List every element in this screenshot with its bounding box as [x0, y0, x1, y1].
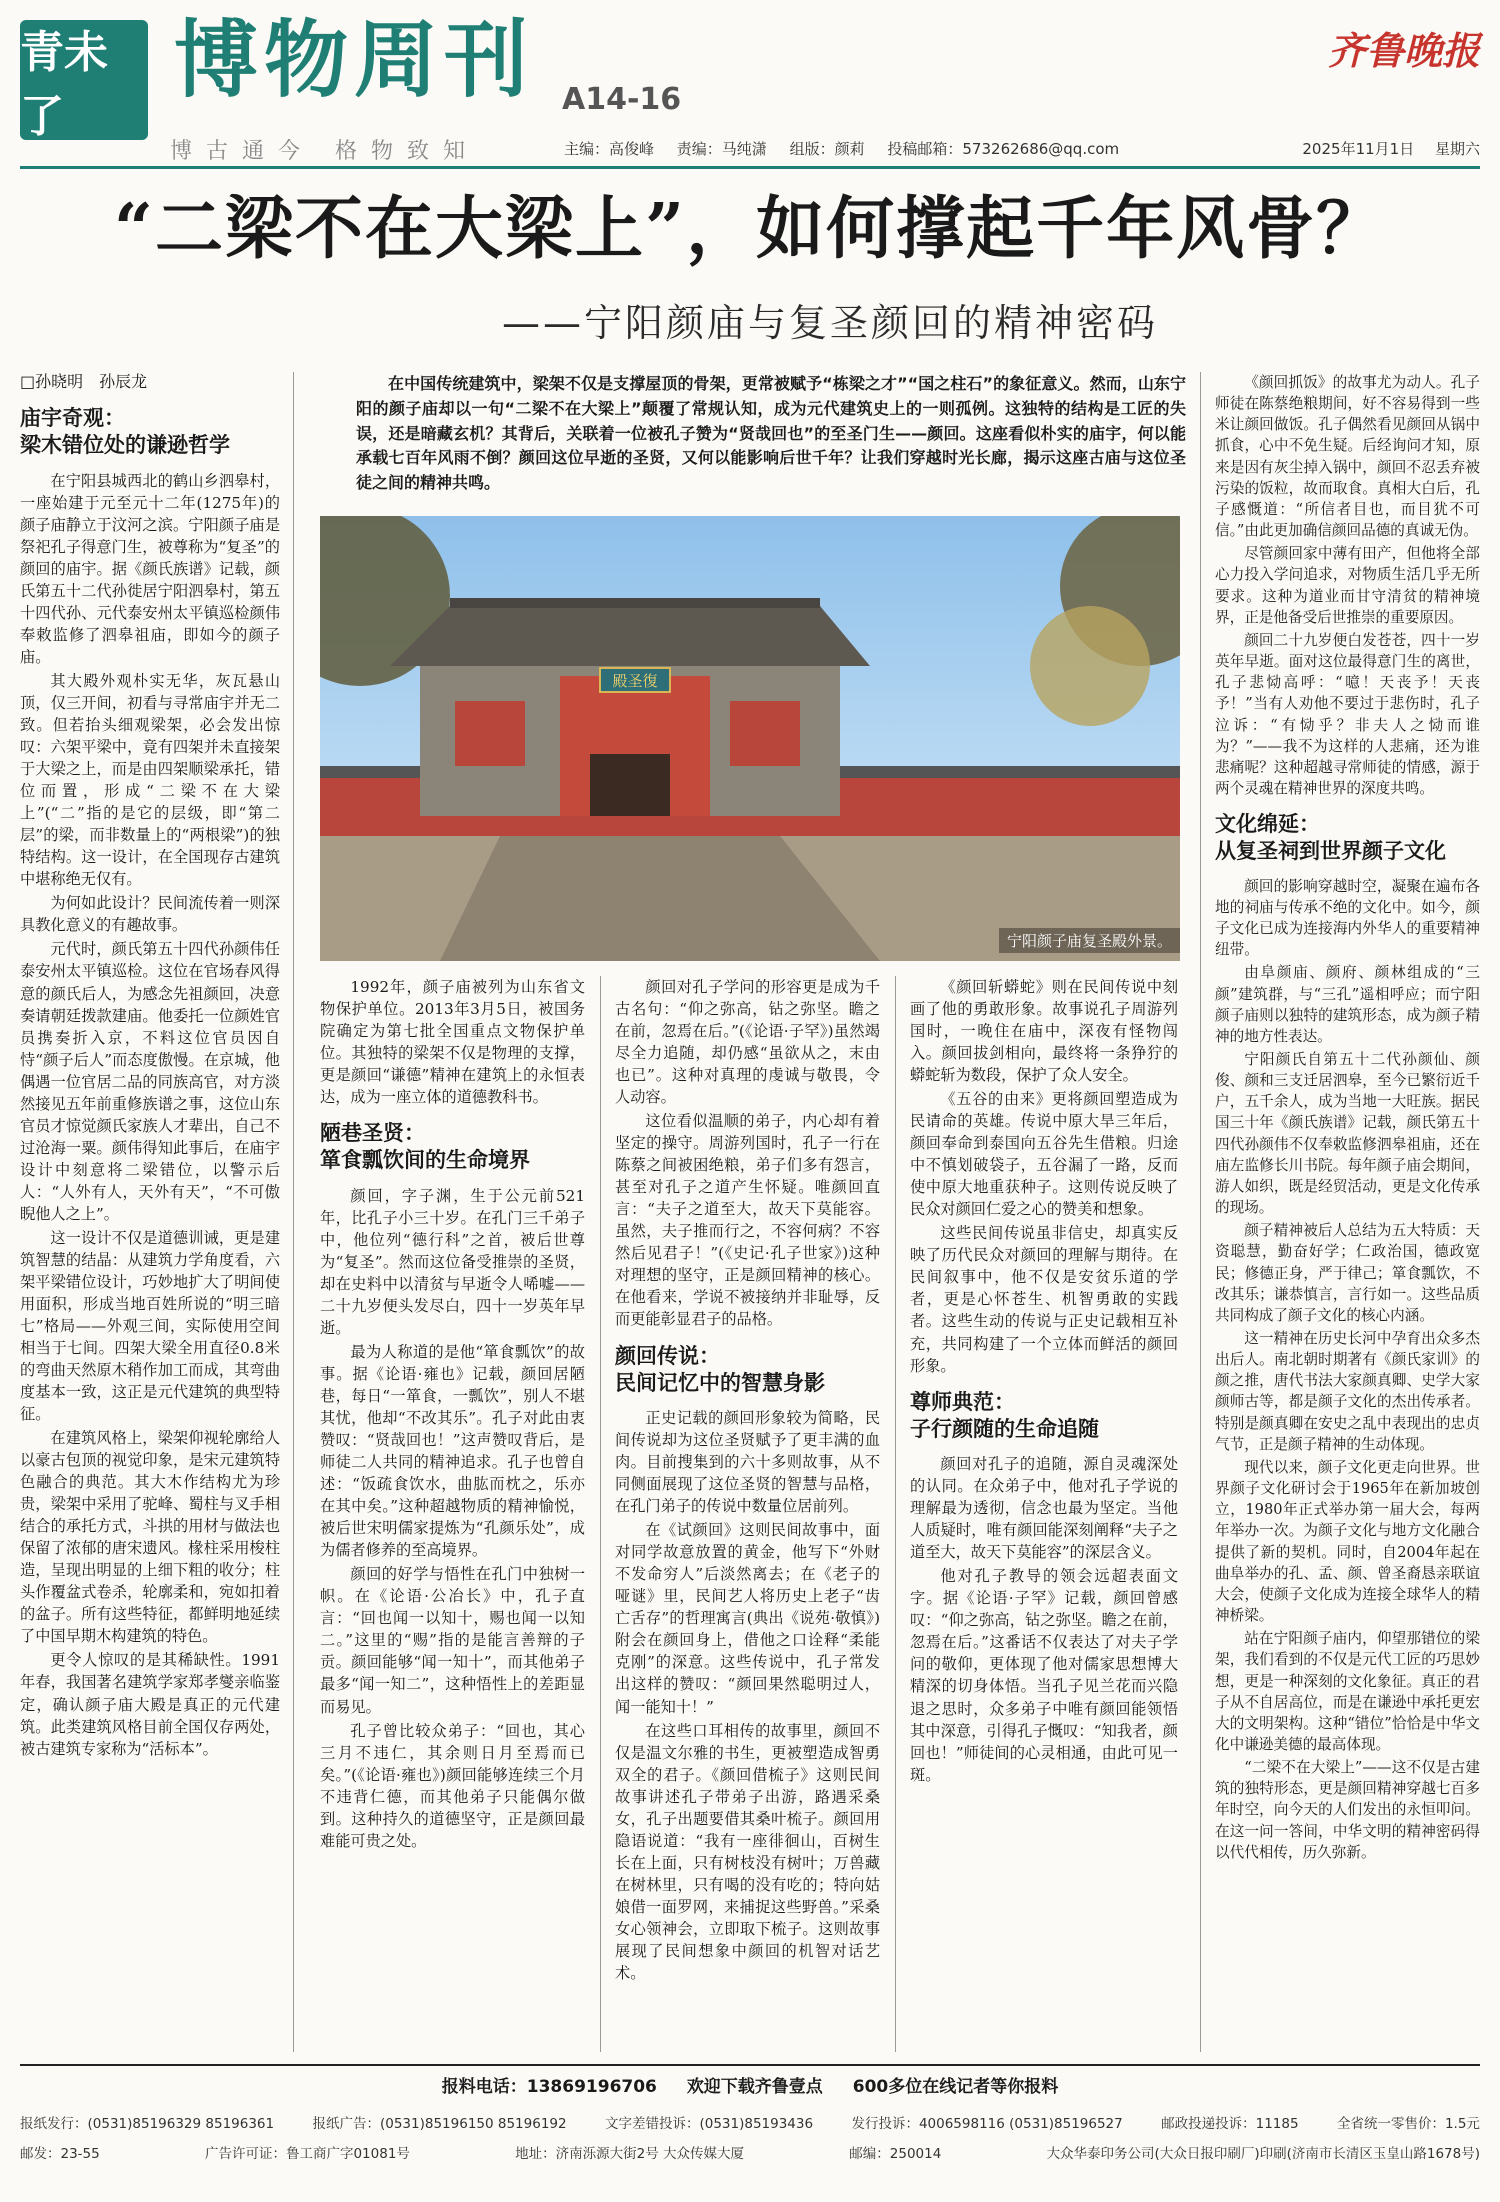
publication-title: 博物周刊: [174, 11, 535, 109]
paragraph: 为何如此设计？民间流传着一则深具教化意义的有趣故事。: [20, 894, 280, 935]
article-intro: 在中国传统建筑中，梁架不仅是支撑屋顶的骨架，更常被赋予“栋梁之才”“国之柱石”的象征意义。然而，山东宁阳的颜子庙却以一句“二梁不在大梁上”颠覆了常规认知，成为元代建筑史上的一则孤例。这独特的结构是工匠的失误，还是暗藏玄机？其背后，关联着一位被孔子赞为“贤哉回也”的至圣门生——颜回。这座看似朴实的庙宇，何以能承载七百年风雨不倒？颜回这位早逝的圣贤，又何以能影响后世千年？让我们穿越时光长廊，揭示这座古庙与这位圣徒之间的精神共鸣。: [356, 374, 1186, 493]
paragraph: 颜回的好学与悟性在孔门中独树一帜。在《论语·公冶长》中，孔子直言：“回也闻一以知十，赐也闻一以知二。”这里的“赐”指的是能言善辩的子贡。颜回能够“闻一知十”，而其他弟子最多“闻一知二”，这种悟性上的差距显而易见。: [320, 1565, 585, 1716]
column-divider: [600, 976, 601, 2052]
section-title: 子行颜随的生命追随: [910, 1416, 1099, 1441]
supplement-logo: 青未了: [20, 20, 148, 140]
paragraph: 颜回的影响穿越时空，凝聚在遍布各地的祠庙与传承不绝的文化中。如今，颜子文化已成为连接海内外华人的重要精神纽带。: [1215, 877, 1480, 959]
footer-item: 报纸广告：(0531)85196150 85196192: [312, 2116, 567, 2132]
paragraph: 这一精神在历史长河中孕育出众多杰出后人。南北朝时期著有《颜氏家训》的颜之推，唐代书法大家颜真卿、史学大家颜师古等，都是颜子文化的杰出传承者。特别是颜真卿在安史之乱中表现出的忠贞气节，正是颜子精神的生动体现。: [1215, 1330, 1480, 1453]
column-4: [910, 976, 1178, 1788]
paragraph: 颜回对孔子学问的形容更是成为千古名句：“仰之弥高，钻之弥坚。瞻之在前，忽焉在后。”(《论语·子罕》)虽然竭尽全力追随，却仍感“虽欲从之，末由也已”。这种对真理的虔诚与敬畏，令人动容。: [615, 978, 880, 1107]
paragraph: 这一设计不仅是道德训诫，更是建筑智慧的结晶：从建筑力学角度看，六架平梁错位设计，巧妙地扩大了明间使用面积，形成当地百姓所说的“明三暗七”格局——外观三间，实际使用空间相当于七间。四架大梁全用直径0.8米的弯曲天然原木稍作加工而成，其弯曲度基本一致，这正是元代建筑的典型特征。: [20, 1228, 280, 1424]
section-kicker: 文化绵延：: [1215, 812, 1320, 837]
section-heading-legends: [615, 1343, 880, 1398]
paragraph: 在宁阳县城西北的鹤山乡泗皋村，一座始建于元至元十二年(1275年)的颜子庙静立于汶河之滨。宁阳颜子庙是祭祀孔子得意门生，被尊称为“复圣”的颜回的庙宇。据《颜氏族谱》记载，颜氏第五十二代孙徙居宁阳泗皋村，第五十四代孙、元代泰安州太平镇巡检颜伟奉敕监修了泗皋祖庙，即如今的颜子庙。: [20, 471, 280, 667]
paragraph: 颜回对孔子的追随，源自灵魂深处的认同。在众弟子中，他对孔子学说的理解最为透彻，信念也最为坚定。当他人质疑时，唯有颜回能深刻阐释“夫子之道至大，故天下莫能容”的深层含义。: [910, 1455, 1178, 1562]
column-divider: [293, 372, 294, 2052]
footer-item: 邮发：23-55: [20, 2146, 100, 2162]
section-title: 箪食瓢饮间的生命境界: [320, 1148, 530, 1173]
section-title: 梁木错位处的谦逊哲学: [20, 433, 230, 458]
footer-contacts: [20, 2112, 1480, 2132]
paragraph: 颜回二十九岁便白发苍苍，四十一岁英年早逝。面对这位最得意门生的离世，孔子悲恸高呼：“噫！天丧予！天丧予！”当有人劝他不要过于悲伤时，孔子泣诉：“有恸乎？非夫人之恸而谁为？”——我不为这样的人悲痛，还为谁悲痛呢？这种超越寻常师徒的情感，源于两个灵魂在精神世界的深度共鸣。: [1215, 631, 1480, 797]
paragraph: 在这些口耳相传的故事里，颜回不仅是温文尔雅的书生，更被塑造成智勇双全的君子。《颜回借梳子》这则民间故事讲述孔子带弟子出游，路遇采桑女，孔子出题要借其桑叶梳子。颜回用隐语说道：“我有一座徘徊山，百树生长在上面，只有树枝没有树叶；万兽藏在树林里，只有喝的没有吃的；特向姑娘借一面罗网，来捕捉这些野兽。”采桑女心领神会，立即取下梳子。这则故事展现了民间想象中颜回的机智对话艺术。: [615, 1721, 880, 1982]
paragraph: 站在宁阳颜子庙内，仰望那错位的梁架，我们看到的不仅是元代工匠的巧思妙想，更是一种深刻的文化象征。真正的君子从不自居高位，而是在谦逊中承托更宏大的文明架构。这种“错位”恰恰是中华文化中谦逊美德的最高体现。: [1215, 1630, 1480, 1753]
masthead-motto: 博古通今 格物致知: [170, 139, 479, 164]
copy-editor-credit: 责编：马纯潇: [676, 140, 767, 158]
app-promo-text: 欢迎下载齐鲁壹点: [686, 2077, 823, 2097]
paragraph: 最为人称道的是他“箪食瓢饮”的故事。据《论语·雍也》记载，颜回居陋巷，每日“一箪食，一瓢饮”，别人不堪其忧，他却“不改其乐”。孔子对此由衷赞叹：“贤哉回也！”这声赞叹背后，是师徒二人共同的精神追求。孔子也曾自述：“饭疏食饮水，曲肱而枕之，乐亦在其中矣。”这种超越物质的精神愉悦，被后世宋明儒家提炼为“孔颜乐处”，成为儒者修养的至高境界。: [320, 1343, 585, 1560]
section-kicker: 尊师典范：: [910, 1389, 1015, 1414]
page-range: A14-16: [562, 82, 682, 117]
footer-item: 文字差错投诉：(0531)85193436: [604, 2116, 814, 2132]
footer-hotline: [0, 2072, 1500, 2097]
paragraph: 元代时，颜氏第五十四代孙颜伟任泰安州太平镇巡检。这位在官场春风得意的颜氏后人，为感念先祖颜回，决意奏请朝廷拨款建庙。他委托一位颜姓官员携奏折入京，不料这位官员因自恃“颜子后人”而态度傲慢。在京城，他偶遇一位官居二品的同族高官，对方淡然接见五年前重修族谱之事，这位山东官员才惊觉颜氏家族人才辈出，自己不过沧海一粟。颜伟得知此事后，在庙宇设计中刻意将二梁错位，以警示后人：“人外有人，天外有天”，“不可傲睨他人之上”。: [20, 940, 280, 1223]
paragraph: 宁阳颜氏自第五十二代孙颜仙、颜俊、颜和三支迁居泗皋，至今已繁衍近千户，五千余人，成为当地一大旺族。据民国三十年《颜氏族谱》记载，颜氏第五十四代孙颜伟不仅奉敕监修泗皋祖庙，还在庙左监修长川书院。每年颜子庙会期间，游人如织，既是经贸活动，更是文化传承的现场。: [1215, 1050, 1480, 1217]
masthead-divider: [20, 166, 1480, 169]
footer-item: 广告许可证：鲁工商广字01081号: [204, 2146, 410, 2162]
footer-item: 地址：济南泺源大街2号 大众传媒大厦: [515, 2146, 745, 2162]
section-heading-sage: [320, 1120, 585, 1175]
reporters-text: 600多位在线记者等你报料: [852, 2077, 1059, 2097]
section-heading-temple: [20, 405, 280, 460]
photo-caption: 宁阳颜子庙复圣殿外景。: [999, 928, 1180, 953]
footer-divider: [20, 2064, 1480, 2066]
paragraph: 在《试颜回》这则民间故事中，面对同学故意放置的黄金，他写下“外财不发命穷人”后淡然离去；在《老子的哑谜》里，民间艺人将历史上老子“齿亡舌存”的哲理寓言(典出《说苑·敬慎》)附会在颜回身上，借他之口诠释“柔能克刚”的深意。这些传说中，孔子常发出这样的赞叹：“颜回果然聪明过人，闻一能知十！”: [615, 1521, 880, 1716]
section-heading-disciple: [910, 1389, 1178, 1444]
paragraph: 颜回，字子渊，生于公元前521年，比孔子小三十岁。在孔门三千弟子中，他位列“德行科”之首，被后世尊为“复圣”。然而这位备受推崇的圣贤，却在史料中以清贫与早逝令人唏嘘——二十九岁便头发尽白，四十一岁英年早逝。: [320, 1186, 585, 1337]
footer-item: 大众华泰印务公司(大众日报印刷厂)印刷(济南市长清区玉皇山路1678号): [1046, 2146, 1480, 2162]
paragraph: 1992年，颜子庙被列为山东省文物保护单位。2013年3月5日，被国务院确定为第七批全国重点文物保护单位。其独特的梁架不仅是物理的支撑，更是颜回“谦德”精神在建筑上的永恒表达，成为一座立体的道德教科书。: [320, 978, 585, 1107]
section-kicker: 庙宇奇观：: [20, 406, 125, 431]
paragraph: “二梁不在大梁上”——这不仅是古建筑的独特形态，更是颜回精神穿越七百多年时空，向今天的人们发出的永恒叩问。在这一问一答间，中华文明的精神密码得以代代相传，历久弥新。: [1215, 1759, 1480, 1861]
footer-item: 全省统一零售价：1.5元: [1336, 2116, 1480, 2132]
editorial-credits: [564, 138, 1137, 159]
layout-credit: 组版：颜莉: [789, 140, 865, 158]
paragraph: 孔子曾比较众弟子：“回也，其心三月不违仁，其余则日月至焉而已矣。”(《论语·雍也》)颜回能够连续三个月不违背仁德，而其他弟子只能偶尔做到。这种持久的道德坚守，正是颜回最难能可贵之处。: [320, 1721, 585, 1850]
section-heading-culture: [1215, 811, 1480, 866]
footer-item: 邮政投递投诉：11185: [1161, 2116, 1299, 2132]
paragraph: 现代以来，颜子文化更走向世界。世界颜子文化研讨会于1965年在新加坡创立，1980年正式举办第一届大会，每两年举办一次。为颜子文化与地方文化融合提供了新的契机。同时，自2004年起在曲阜举办的孔、孟、颜、曾圣裔恳亲联谊大会，使颜子文化成为连接全球华人的精神桥梁。: [1215, 1458, 1480, 1625]
paragraph: 由阜颜庙、颜府、颜林组成的“三颜”建筑群，与“三孔”遥相呼应；而宁阳颜子庙则以独特的建筑形态，成为颜子精神的地方性表达。: [1215, 964, 1480, 1045]
column-2: [320, 976, 585, 1854]
section-title: 从复圣祠到世界颜子文化: [1215, 839, 1446, 864]
footer-item: 邮编：250014: [849, 2146, 942, 2162]
hall-plaque-text: 殿圣復: [612, 672, 658, 690]
subheadline: ——宁阳颜庙与复圣颜回的精神密码: [501, 301, 1158, 345]
section-title: 民间记忆中的智慧身影: [615, 1370, 825, 1395]
paragraph: 颜子精神被后人总结为五大特质：天资聪慧，勤奋好学；仁政治国，德政宽民；修德正身，严于律己；箪食瓢饮，不改其乐；谦恭慎言，言行如一。这些品质共同构成了颜子文化的核心内涵。: [1215, 1222, 1480, 1324]
editor-credit: 主编：高俊峰: [564, 140, 655, 158]
issue-date: [1286, 138, 1480, 159]
date-text: 2025年11月1日: [1302, 140, 1415, 158]
paragraph: 《颜回斩蟒蛇》则在民间传说中刻画了他的勇敢形象。故事说孔子周游列国时，一晚住在庙中，深夜有怪物闯入。颜回拔剑相向，最终将一条狰狞的蟒蛇斩为数段，保护了众人安全。: [910, 978, 1178, 1085]
column-3: [615, 976, 880, 1986]
byline: □孙晓明 孙辰龙: [20, 372, 148, 391]
newspaper-logo: 齐鲁晚报: [1327, 28, 1480, 73]
footer-imprint: [20, 2142, 1480, 2162]
paragraph: 他对孔子教导的领会远超表面文字。据《论语·子罕》记载，颜回曾感叹：“仰之弥高，钻之弥坚。瞻之在前，忽焉在后。”这番话不仅表达了对夫子学问的敬仰，更体现了他对儒家思想博大精深的切身体悟。当孔子见兰花而兴隐退之思时，众多弟子中唯有颜回能领悟其中深意，引得孔子慨叹：“知我者，颜回也！”师徒间的心灵相通，由此可见一斑。: [910, 1567, 1178, 1784]
footer-item: 发行投诉：4006598116 (0531)85196527: [851, 2116, 1123, 2132]
paragraph: 正史记载的颜回形象较为简略，民间传说却为这位圣贤赋予了更丰满的血肉。目前搜集到的六十多则故事，从不同侧面展现了这位圣贤的智慧与品格，在孔门弟子的传说中数量位居前列。: [615, 1409, 880, 1516]
weekday-text: 星期六: [1434, 140, 1480, 158]
temple-photo: [320, 516, 1180, 961]
submission-email: 投稿邮箱：573262686@qq.com: [887, 140, 1120, 158]
paragraph: 这位看似温顺的弟子，内心却有着坚定的操守。周游列国时，孔子一行在陈蔡之间被困绝粮，弟子们多有怨言，甚至对孔子之道产生怀疑。唯颜回直言：“夫子之道至大，故天下莫能容。虽然，夫子推而行之，不容何病？不容然后见君子！”(《史记·孔子世家》)这种对理想的坚守，正是颜回精神的核心。在他看来，学说不被接纳并非耻辱，反而更能彰显君子的品格。: [615, 1112, 880, 1329]
paragraph: 更令人惊叹的是其稀缺性。1991年春，我国著名建筑学家郑孝燮亲临鉴定，确认颜子庙大殿是真正的元代建筑。此类建筑风格目前全国仅存两处，被古建筑专家称为“活标本”。: [20, 1651, 280, 1758]
column-divider: [895, 976, 896, 2052]
footer-item: 报纸发行：(0531)85196329 85196361: [20, 2116, 275, 2132]
paragraph: 在建筑风格上，梁架仰视轮廓给人以豪古包顶的视觉印象，是宋元建筑特色融合的典范。其大木作结构尤为珍贵，梁架中采用了驼峰、蜀柱与叉手相结合的承托方式，斗拱的用材与做法也保留了浓郁的唐宋遗风。椽柱采用梭柱造，呈现出明显的上细下粗的收分；柱头作覆盆式卷杀，轮廓柔和，宛如扣着的盆子。所有这些特征，都鲜明地延续了中国早期木构建筑的特色。: [20, 1429, 280, 1646]
section-kicker: 陋巷圣贤：: [320, 1121, 425, 1146]
paragraph: 这些民间传说虽非信史，却真实反映了历代民众对颜回的理解与期待。在民间叙事中，他不仅是安贫乐道的学者，更是心怀苍生、机智勇敢的实践者。这些生动的传说与正史记载相互补充，共同构建了一个立体而鲜活的颜回形象。: [910, 1224, 1178, 1375]
paragraph: 其大殿外观朴实无华，灰瓦悬山顶，仅三开间，初看与寻常庙宇并无二致。但若抬头细观梁架，必会发出惊叹：六架平梁中，竟有四架并未直接架于大梁之上，而是由四架顺梁承托，错位而置，形成“二梁不在大梁上”(“二”指的是它的层级，即“第二层”的梁，而非数量上的“两根梁”)的独特结构。这一设计，在全国现存古建筑中堪称绝无仅有。: [20, 672, 280, 889]
paragraph: 尽管颜回家中薄有田产，但他将全部心力投入学问追求，对物质生活几乎无所要求。这种为道业而甘守清贫的精神境界，正是他备受后世推崇的重要原因。: [1215, 545, 1480, 626]
paragraph: 《五谷的由来》更将颜回塑造成为民请命的英雄。传说中原大旱三年后，颜回奉命到泰国向五谷先生借粮。归途中不慎划破袋子，五谷漏了一路，反而使中原大地重获种子。这则传说反映了民众对颜回仁爱之心的赞美和想象。: [910, 1090, 1178, 1219]
section-kicker: 颜回传说：: [615, 1343, 720, 1368]
paragraph: 《颜回抓饭》的故事尤为动人。孔子师徒在陈蔡绝粮期间，好不容易得到一些米让颜回做饭。孔子偶然看见颜回从锅中抓食，心中不免生疑。后经询问才知，原来是因有灰尘掉入锅中，颜回不忍丢弃被污染的饭粒，故而取食。真相大白后，孔子感慨道：“所信者目也，而目犹不可信。”由此更加确信颜回品德的真诚无伪。: [1215, 374, 1480, 540]
column-5: [1215, 372, 1480, 1865]
headline: “二梁不在大梁上”，如何撑起千年风骨？: [113, 189, 1387, 269]
column-1: [20, 370, 280, 1762]
column-divider: [1200, 372, 1201, 2052]
hotline-text: 报料电话：13869196706: [441, 2077, 657, 2097]
temple-illustration: [320, 516, 1180, 961]
